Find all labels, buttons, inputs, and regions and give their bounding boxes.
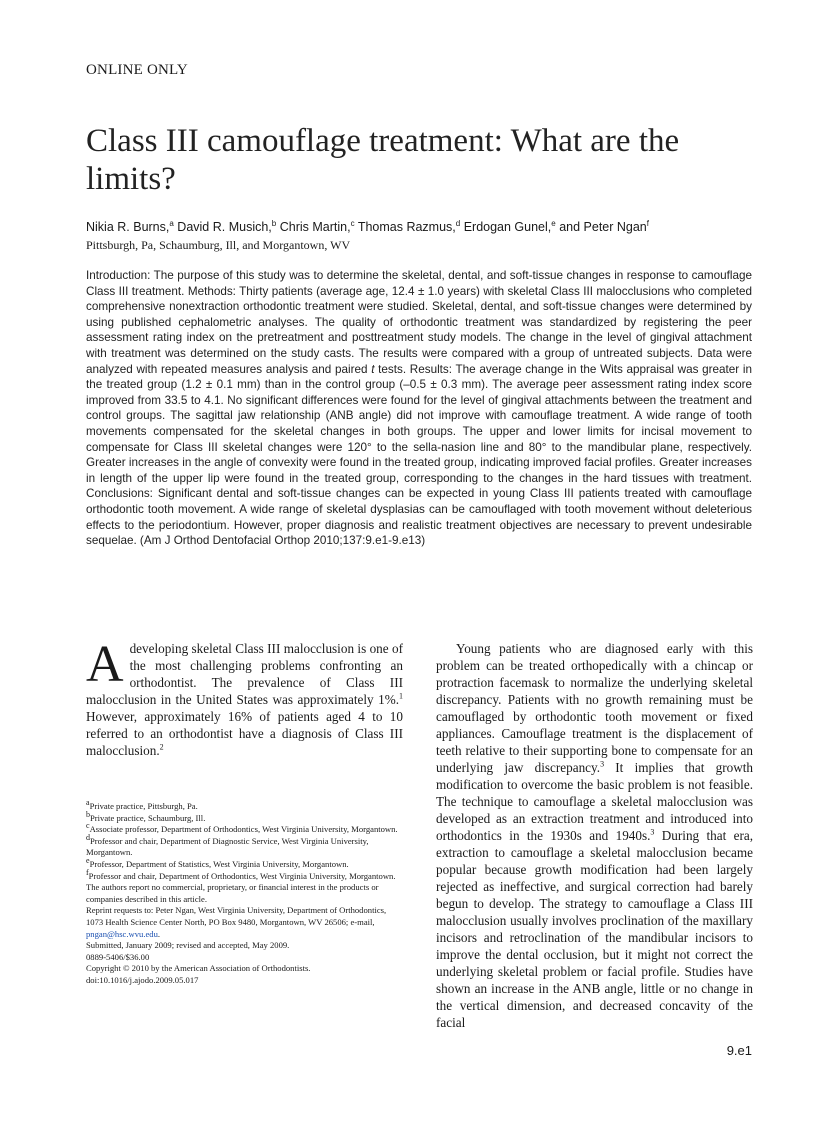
footnote-doi: doi:10.1016/j.ajodo.2009.05.017	[86, 974, 199, 985]
citation-ref: 3	[600, 759, 605, 769]
footnote-affiliation: $^d$Professor and chair, Department of Diagnostic Service, West Virginia University, Morgantown.	[86, 832, 369, 858]
footnote-affiliation: $^a$Private practice, Pittsburgh, Pa.	[86, 798, 198, 811]
author: Nikia R. Burns,$^a$	[86, 218, 174, 234]
page-number: 9.e1	[726, 1043, 752, 1058]
article-title: Class III camouflage treatment: What are the limits?	[86, 123, 680, 197]
author-list	[86, 219, 766, 236]
author-affiliation: Pittsburgh, Pa, Schaumburg, Ill, and Morgantown, WV	[86, 238, 351, 252]
footnote-affiliation: $^b$Private practice, Schaumburg, Ill.	[86, 809, 206, 823]
citation-ref: 2	[159, 742, 164, 752]
section-label: ONLINE ONLY	[86, 62, 188, 78]
author: Chris Martin,$^c$	[279, 218, 355, 234]
author: and Peter Ngan$^f$	[559, 218, 649, 234]
intro-paragraph: A developing skeletal Class III malocclusion is one of the most challenging problems confronting an orthodontist. The prevalence of Class III malocclusion in the United States was approximately 1%.$^1$ However, approximately 16% of patients aged 4 to 10 referred to an orthodontist have a diagnosis of Class III malocclusion.$^2$	[86, 636, 403, 758]
footnote-affiliation: $^f$Professor and chair, Department of Orthodontics, West Virginia University, Morgantown.	[86, 867, 396, 881]
author: Thomas Razmus,$^d$	[357, 218, 461, 234]
citation-ref: 3	[650, 827, 655, 837]
body-paragraph: Young patients who are diagnosed early with this problem can be treated orthopedically with a chincap or protraction facemask to normalize the underlying skeletal discrepancy. Patients with no growth remaining must be camouflaged by orthodontic tooth movement or fixed appliances. Camouflage treatment is the displacement of teeth relative to their supporting bone to compensate for an underlying jaw discrepancy.$^3$ It implies that growth modification to overcome the basic problem is not feasible. The technique to camouflage a skeletal malocclusion was developed as an extraction treatment and introduced into orthodontics in the 1930s and 1940s.$^3$ During that era, extraction to camouflage a skeletal malocclusion became popular because growth modification had been largely rejected as ineffective, and surgical correction had barely begun to develop. The strategy to camouflage a Class III malocclusion usually involves proclination of the maxillary incisors and retroclination of the mandibular incisors to improve the dental occlusion, but it might not correct the underlying skeletal problem or facial profile. Studies have shown an increase in the ANB angle, little or no change in the vertical dimension, and decreased concavity of the facial	[436, 641, 754, 1030]
drop-cap: A	[86, 636, 124, 693]
footnote-submitted: Submitted, January 2009; revised and accepted, May 2009.	[86, 940, 290, 951]
author: David R. Musich,$^b$	[177, 218, 277, 234]
footnote-copyright: Copyright © 2010 by the American Association of Orthodontists.	[86, 963, 311, 974]
email-link[interactable]: pngan@hsc.wvu.edu	[86, 928, 158, 939]
footnotes	[86, 798, 403, 987]
footnote-affiliation: $^c$Associate professor, Department of Orthodontics, West Virginia University, Morgantown.	[86, 821, 398, 835]
footnote-issn: 0889-5406/$36.00	[86, 951, 150, 962]
footnote-disclosure: The authors report no commercial, proprietary, or financial interest in the products or companies described in this article.	[86, 882, 379, 904]
footnote-affiliation: $^e$Professor, Department of Statistics, West Virginia University, Morgantown.	[86, 856, 349, 869]
abstract: Introduction: The purpose of this study was to determine the skeletal, dental, and soft-tissue changes in response to camouflage Class III treatment. Methods: Thirty patients (average age, 12.4 ± 1.0 years) with skeletal Class III malocclusions who completed comprehensive nonextraction orthodontic treatment were studied. Skeletal, dental, and soft-tissue changes were determined by using published cephalometric analyses. The quality of orthodontic treatment was standardized by registering the peer assessment rating index on the pretreatment and posttreatment study models. The change in the level of gingival attachment with treatment was determined on the study casts. The results were compared with a group of untreated subjects. Data were analyzed with repeated measures analysis and paired t tests. Results: The average change in the Wits appraisal was greater in the treated group (1.2 ± 0.1 mm) than in the control group (–0.5 ± 0.3 mm). The average peer assessment rating index score improved from 33.5 to 4.1. No significant differences were found for the level of gingival attachments between the treatment and control groups. The sagittal jaw relationship (ANB angle) did not improve with camouflage treatment. A wide range of tooth movements compensated for the skeletal changes in both groups. The upper and lower limits for incisal movement to compensate for Class III skeletal changes were 120° to the sella-nasion line and 80° to the mandibular plane, respectively. Greater increases in the angle of convexity were found in the treated group, indicating improved facial profiles. Greater increases in length of the upper lip were found in the treated group, corresponding to the changes in the hard tissues with treatment. Conclusions: Significant dental and soft-tissue changes can be expected in young Class III patients treated with camouflage orthodontic tooth movement. A wide range of skeletal dysplasias can be camouflaged with tooth movement without deleterious effects to the periodontium. However, proper diagnosis and realistic treatment objectives are necessary to prevent undesirable sequelae. (Am J Orthod Dentofacial Orthop 2010;137:9.e1-9.e13)	[86, 269, 753, 548]
footnote-reprint: Reprint requests to: Peter Ngan, West Virginia University, Department of Orthodontics, 1073 Health Science Center North, PO Box 9480, Morgantown, WV 26506; e-mail, pngan@hsc.wvu.edu.	[86, 905, 387, 939]
citation-ref: 1	[399, 691, 403, 701]
author: Erdogan Gunel,$^e$	[463, 218, 556, 234]
